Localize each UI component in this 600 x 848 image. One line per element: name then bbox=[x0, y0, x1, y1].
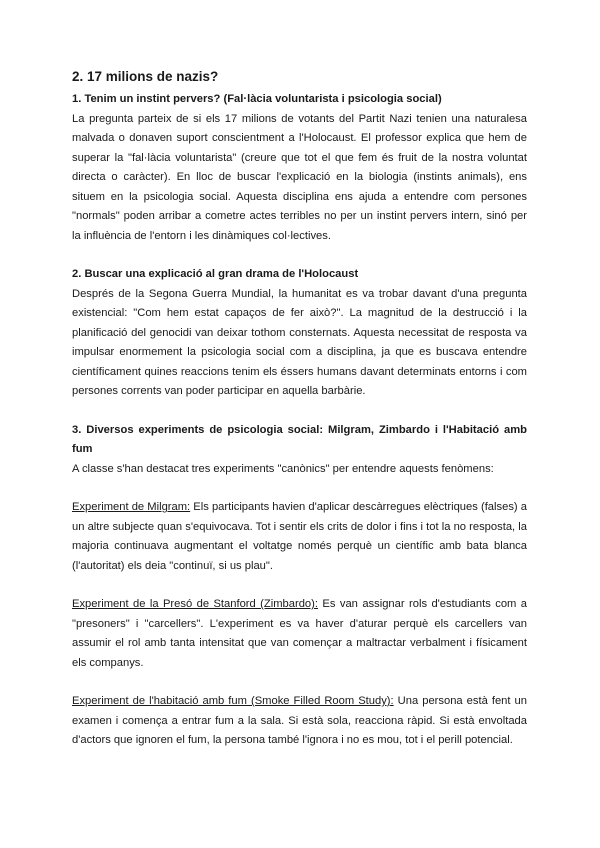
experiment-stanford-label: Experiment de la Presó de Stanford (Zimbardo): bbox=[72, 598, 318, 610]
section-3-intro: A classe s'han destacat tres experiments "canònics" per entendre aquests fenòmens: bbox=[72, 462, 494, 475]
experiment-smoke-room-label: Experiment de l'habitació amb fum (Smoke Filled Room Study): bbox=[72, 695, 394, 707]
document-content bbox=[72, 68, 527, 751]
section-2-body: Després de la Segona Guerra Mundial, la humanitat es va trobar davant d'una pregunta existencial: "Com hem estat capaços de fer això?". La magnitud de la destrucció i la planificació del genocidi van deixar tothom consternats. Aquesta necessitat de resposta va impulsar enormement la psicologia social com a disciplina, ja que es buscava entendre científicament quines reaccions tenim els éssers humans davant determinats entorns i com persones corrents van poder participar en aquella barbàrie. bbox=[72, 287, 527, 397]
experiment-stanford bbox=[72, 595, 527, 673]
experiment-stanford-text: Es van assignar rols d'estudiants com a "presoners" i "carcellers". L'experiment es va haver d'aturar perquè els carcellers van assumir el rol amb tanta intensitat que van començar a maltractar verbalment i físicament els companys. bbox=[72, 598, 527, 669]
section-1-body: La pregunta parteix de si els 17 milions de votants del Partit Nazi tenien una naturalesa malvada o donaven suport conscientment a l'Holocaust. El professor explica que hem de superar la "fal·làcia voluntarista" (creure que tot el que fem és fruit de la nostra voluntat directa o caràcter). En lloc de buscar l'explicació en la biologia (instints animals), ens situem en la psicologia social. Aquesta disciplina ens ajuda a entendre com persones "normals" poden arribar a cometre actes terribles no per un instint pervers intern, sinó per la influència de l'entorn i les dinàmiques col·lectives. bbox=[72, 112, 527, 242]
section-3-heading: 3. Diversos experiments de psicologia social: Milgram, Zimbardo i l'Habitació amb fum bbox=[72, 423, 527, 455]
experiment-milgram-label: Experiment de Milgram: bbox=[72, 501, 191, 513]
experiment-smoke-room-text: Una persona està fent un examen i comença a entrar fum a la sala. Si està sola, reacciona ràpid. Si està envoltada d'actors que ignoren el fum, la persona també l'ignora i no es mou, tot i el perill potencial. bbox=[72, 695, 527, 746]
section-1-heading: 1. Tenim un instint pervers? (Fal·làcia voluntarista i psicologia social) bbox=[72, 93, 442, 105]
section-2-heading: 2. Buscar una explicació al gran drama de l'Holocaust bbox=[72, 268, 359, 280]
experiment-milgram bbox=[72, 498, 527, 576]
experiment-smoke-room bbox=[72, 692, 527, 751]
document-title: 2. 17 milions de nazis? bbox=[72, 69, 219, 84]
experiment-milgram-text: Els participants havien d'aplicar descàrregues elèctriques (falses) a un altre subjecte quan s'equivocava. Tot i sentir els crits de dolor i fins i tot la no resposta, la majoria continuava augmentant el voltatge només perquè un científic amb bata blanca (l'autoritat) els deia "continuï, si us plau". bbox=[72, 501, 527, 572]
